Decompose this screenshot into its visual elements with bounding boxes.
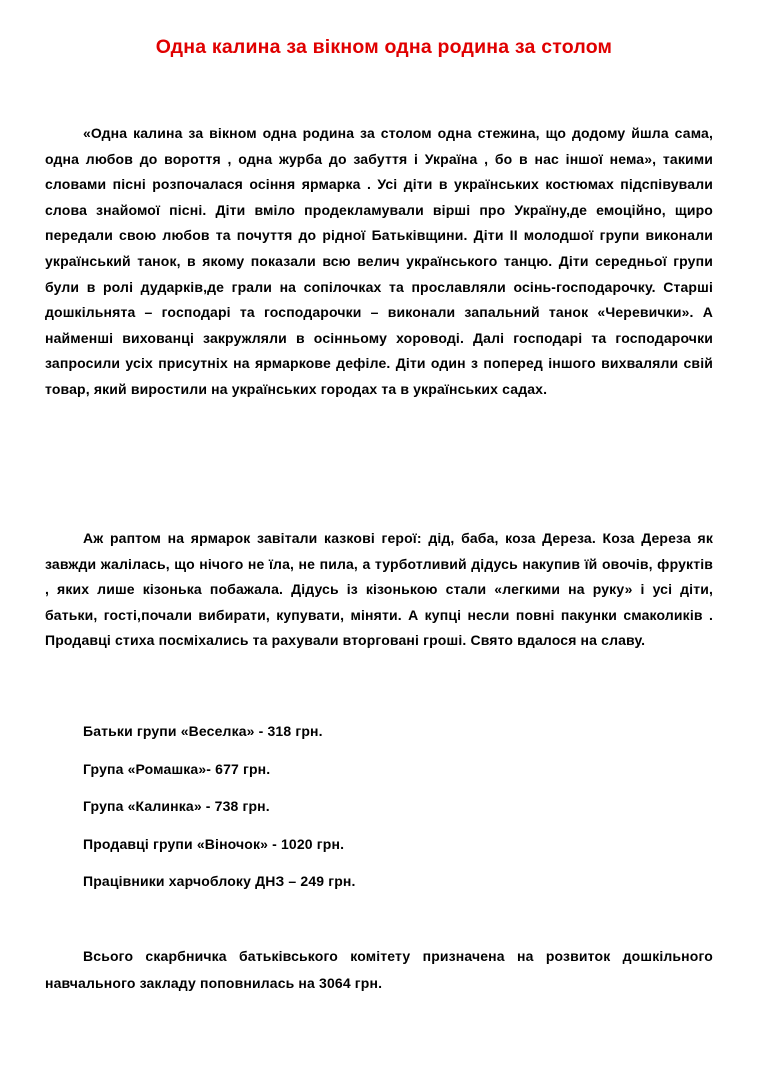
- list-item: Продавці групи «Віночок» - 1020 грн.: [83, 835, 345, 852]
- paragraph-fairy-tale-guests: Аж раптом на ярмарок завітали казкові герої: дід, баба, коза Дереза. Коза Дереза як завжди жалілась, що нічого не їла, не пила, а турботливий дідусь накупив їй овочів, фруктів , яких лише кізонька побажала. Дідусь із кізонькою стали «легкими на руку» і усі діти, батьки, гості,почали вибирати, купувати, міняти. А купці несли повні пакунки смаколиків . Продавці стиха посміхались та рахували вторговані гроші. Свято вдалося на славу.: [45, 530, 713, 649]
- earnings-list: [83, 716, 356, 904]
- list-item: Батьки групи «Веселка» - 318 грн.: [83, 723, 323, 739]
- paragraph-fair-description: «Одна калина за вікном одна родина за столом одна стежина, що додому йшла сама, одна любов до вороття , одна журба до забуття і Україна , бо в нас іншої нема», такими словами пісні розпочалася осіння ярмарка . Усі діти в українських костюмах підспівували слова знайомої пісні. Діти вміло продекламували вірші про Україну,де емоційно, щиро передали свою любов та почуття до рідної Батьківщини. Діти ІІ молодшої групи виконали український танок, в якому показали всю велич українського танцю. Діти середньої групи були в ролі дударків,де грали на сопілочках та прославляли осінь-господарочку. Старші дошкільнята – господарі та господарочки – виконали запальний танок «Черевички». А найменші вихованці закружляли в осінньому хороводі. Далі господарі та господарочки запросили усіх присутніх на ярмаркове дефіле. Діти один з поперед іншого вихваляли свій товар, який виростили на українських городах та в українських садах.: [45, 125, 713, 397]
- paragraph-summary: Всього скарбничка батьківського комітету призначена на розвиток дошкільного навчального закладу поповнилась на 3064 грн.: [45, 948, 713, 991]
- list-item: Група «Калинка» - 738 грн.: [83, 798, 270, 814]
- list-item: Група «Ромашка»- 677 грн.: [83, 760, 271, 777]
- list-item: Працівники харчоблоку ДНЗ – 249 грн.: [83, 873, 356, 889]
- page-title: Одна калина за вікном одна родина за столом: [155, 36, 613, 58]
